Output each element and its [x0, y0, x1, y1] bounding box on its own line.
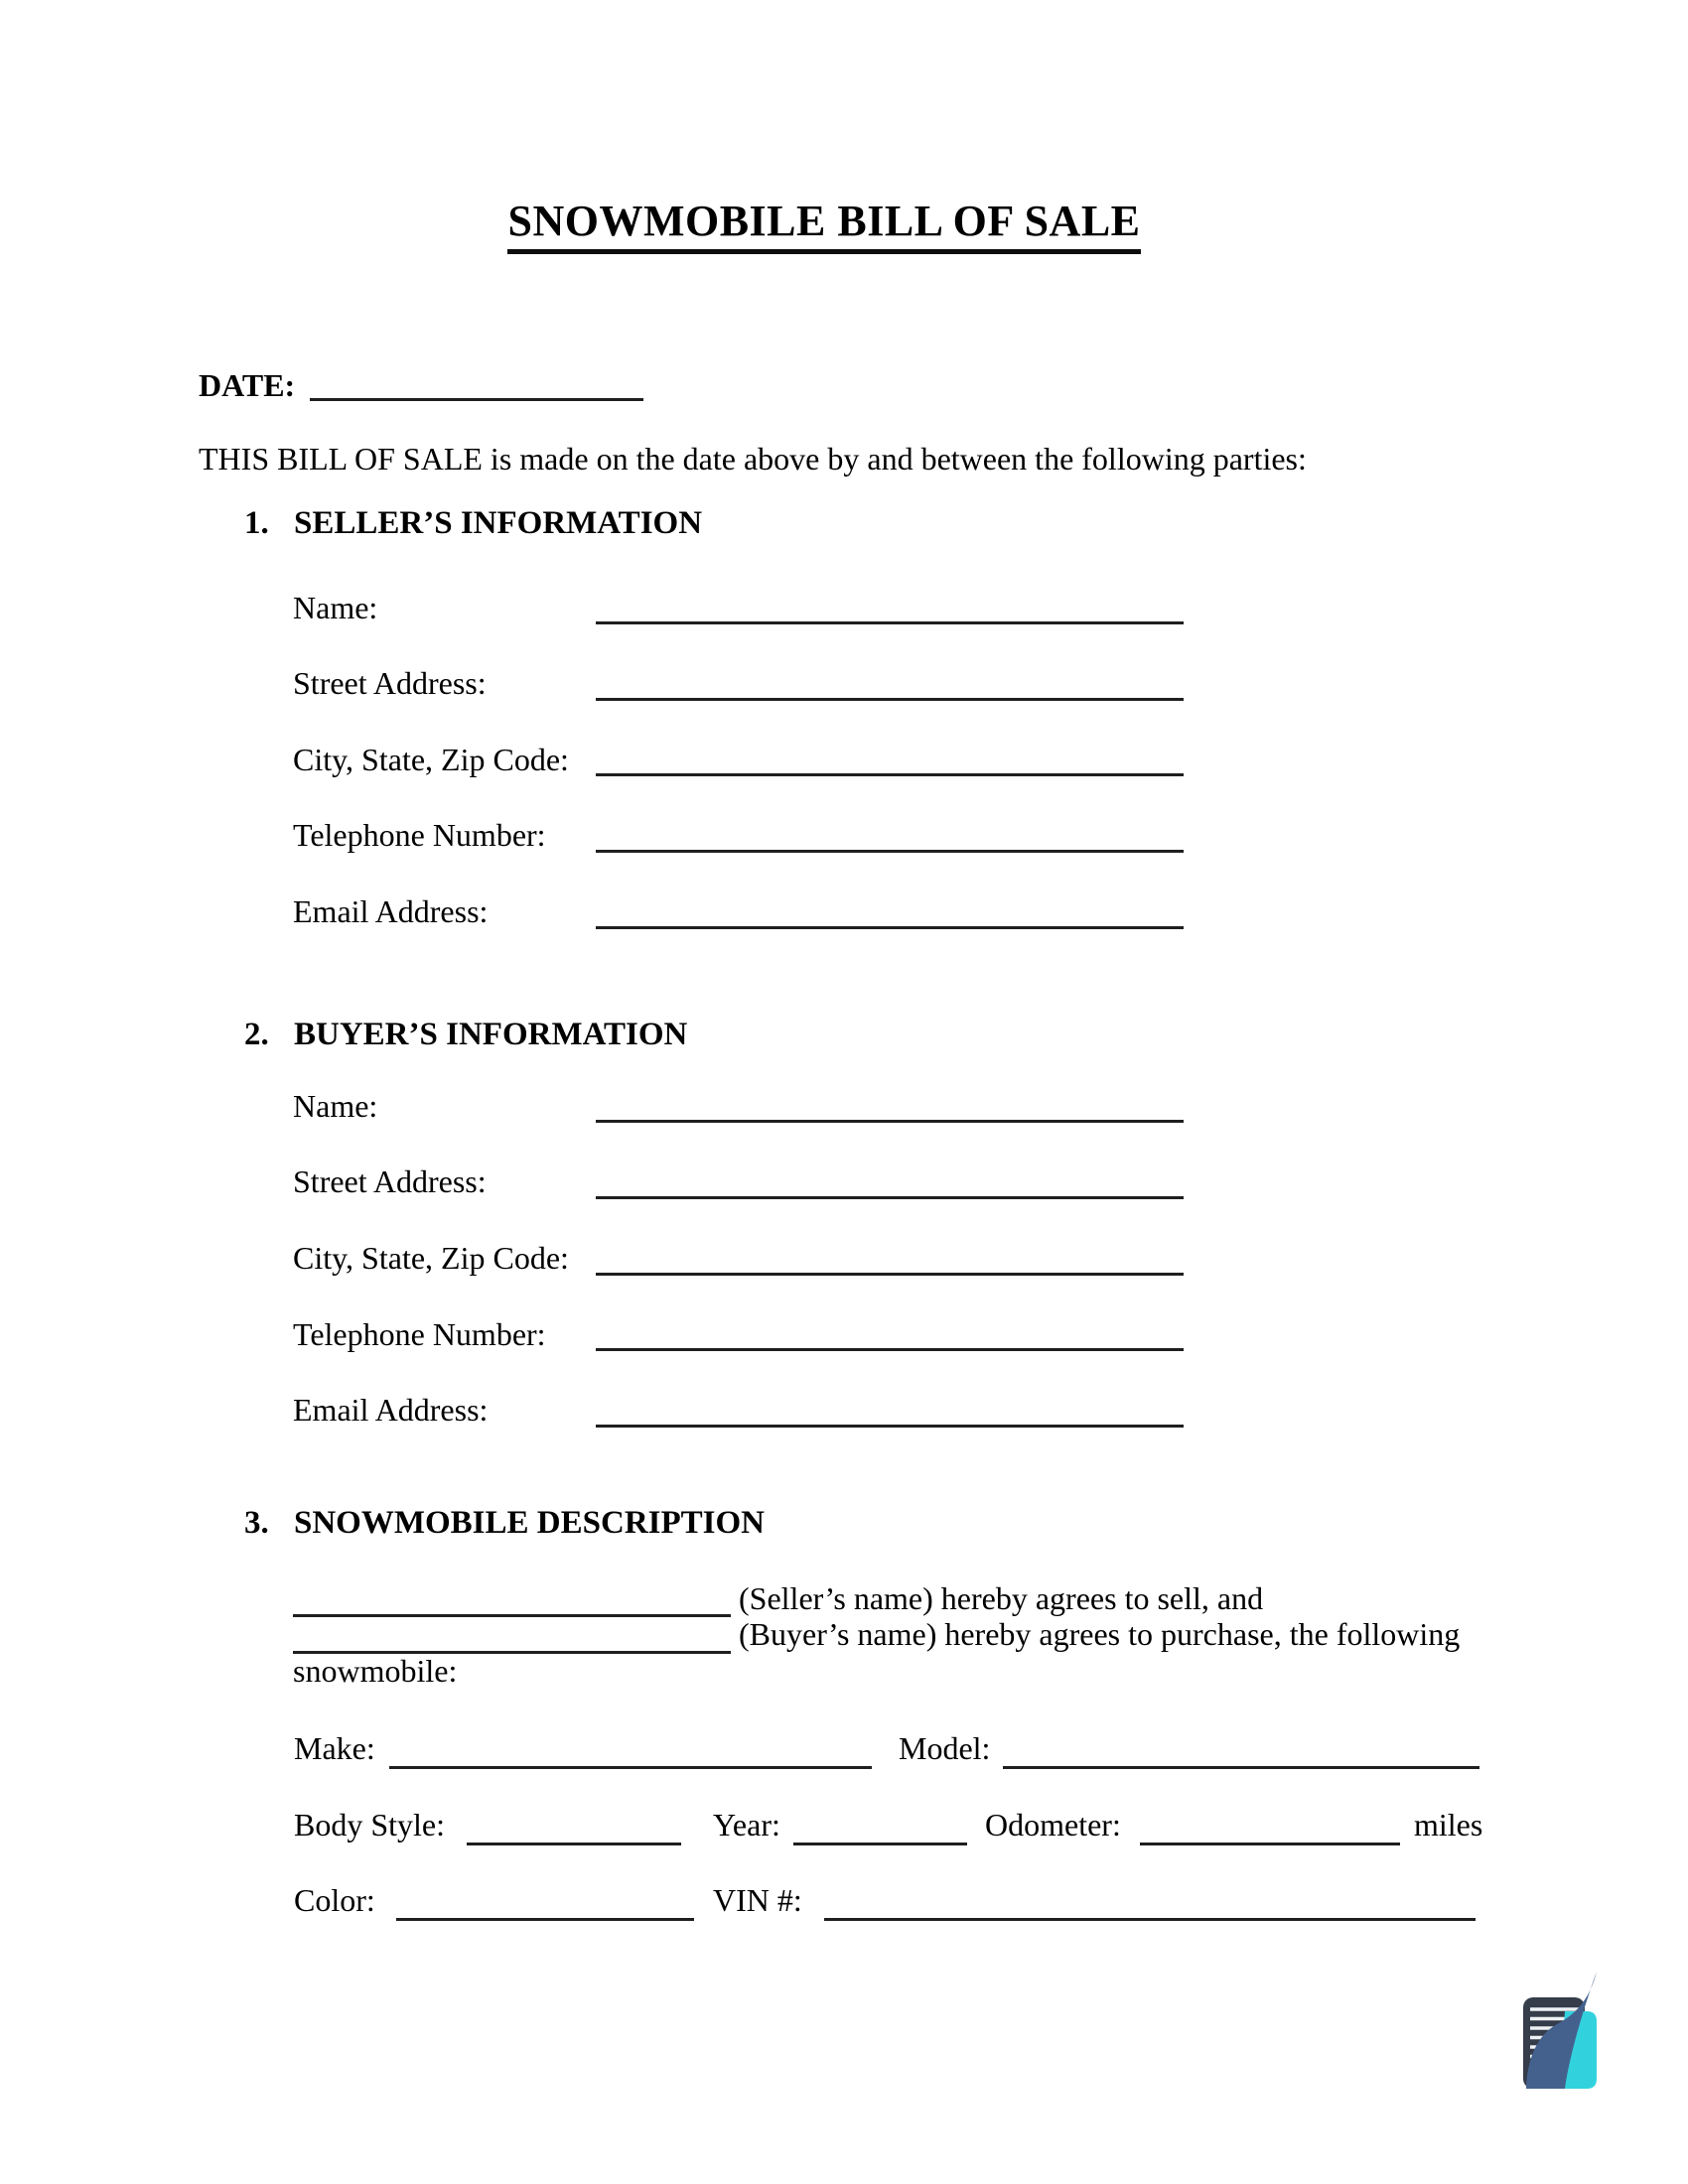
date-input-line[interactable] — [310, 398, 643, 401]
odometer-label: Odometer: — [985, 1807, 1121, 1843]
body-style-input-line[interactable] — [467, 1843, 681, 1845]
seller-street-input-line[interactable] — [596, 698, 1184, 701]
description-snowmobile-text: snowmobile: — [293, 1653, 458, 1689]
description-section-number: 3. — [244, 1505, 269, 1541]
seller-name-input-line[interactable] — [596, 621, 1184, 624]
color-label: Color: — [294, 1882, 375, 1918]
buyer-email-label: Email Address: — [293, 1392, 489, 1428]
formspal-logo — [1521, 1972, 1605, 2091]
body-style-label: Body Style: — [294, 1807, 446, 1843]
description-section-heading: SNOWMOBILE DESCRIPTION — [294, 1505, 766, 1541]
intro-text: THIS BILL OF SALE is made on the date above by and between the following parties: — [199, 441, 1307, 477]
page-title — [0, 196, 1648, 254]
buyer-street-label: Street Address: — [293, 1163, 487, 1199]
buyer-email-input-line[interactable] — [596, 1425, 1184, 1428]
year-input-line[interactable] — [793, 1843, 967, 1845]
seller-phone-label: Telephone Number: — [293, 817, 546, 853]
make-input-line[interactable] — [389, 1766, 872, 1769]
seller-name-label: Name: — [293, 590, 378, 625]
seller-city-label: City, State, Zip Code: — [293, 742, 569, 777]
date-label: DATE: — [199, 367, 296, 403]
buyer-name-input-line[interactable] — [596, 1120, 1184, 1123]
odometer-input-line[interactable] — [1140, 1843, 1400, 1845]
description-seller-line-text: (Seller’s name) hereby agrees to sell, and — [739, 1580, 1264, 1616]
model-label: Model: — [899, 1730, 991, 1766]
seller-section-heading: SELLER’S INFORMATION — [294, 505, 703, 541]
seller-city-input-line[interactable] — [596, 773, 1184, 776]
vin-input-line[interactable] — [824, 1918, 1476, 1921]
description-seller-name-input-line[interactable] — [293, 1614, 731, 1617]
buyer-phone-label: Telephone Number: — [293, 1316, 546, 1352]
seller-street-label: Street Address: — [293, 665, 487, 701]
model-input-line[interactable] — [1003, 1766, 1479, 1769]
buyer-city-label: City, State, Zip Code: — [293, 1240, 569, 1276]
buyer-name-label: Name: — [293, 1088, 378, 1124]
seller-section-number: 1. — [244, 505, 269, 541]
page-title-text: SNOWMOBILE BILL OF SALE — [507, 196, 1140, 254]
miles-label: miles — [1414, 1807, 1483, 1843]
seller-phone-input-line[interactable] — [596, 850, 1184, 853]
vin-label: VIN #: — [713, 1882, 802, 1918]
buyer-city-input-line[interactable] — [596, 1273, 1184, 1276]
buyer-street-input-line[interactable] — [596, 1196, 1184, 1199]
make-label: Make: — [294, 1730, 375, 1766]
seller-email-label: Email Address: — [293, 893, 489, 929]
seller-email-input-line[interactable] — [596, 926, 1184, 929]
buyer-section-heading: BUYER’S INFORMATION — [294, 1017, 688, 1052]
buyer-section-number: 2. — [244, 1017, 269, 1052]
color-input-line[interactable] — [396, 1918, 694, 1921]
buyer-phone-input-line[interactable] — [596, 1348, 1184, 1351]
brand-logo-icon — [1521, 1972, 1605, 2091]
year-label: Year: — [713, 1807, 780, 1843]
description-buyer-line-text: (Buyer’s name) hereby agrees to purchase, the following — [739, 1616, 1461, 1652]
